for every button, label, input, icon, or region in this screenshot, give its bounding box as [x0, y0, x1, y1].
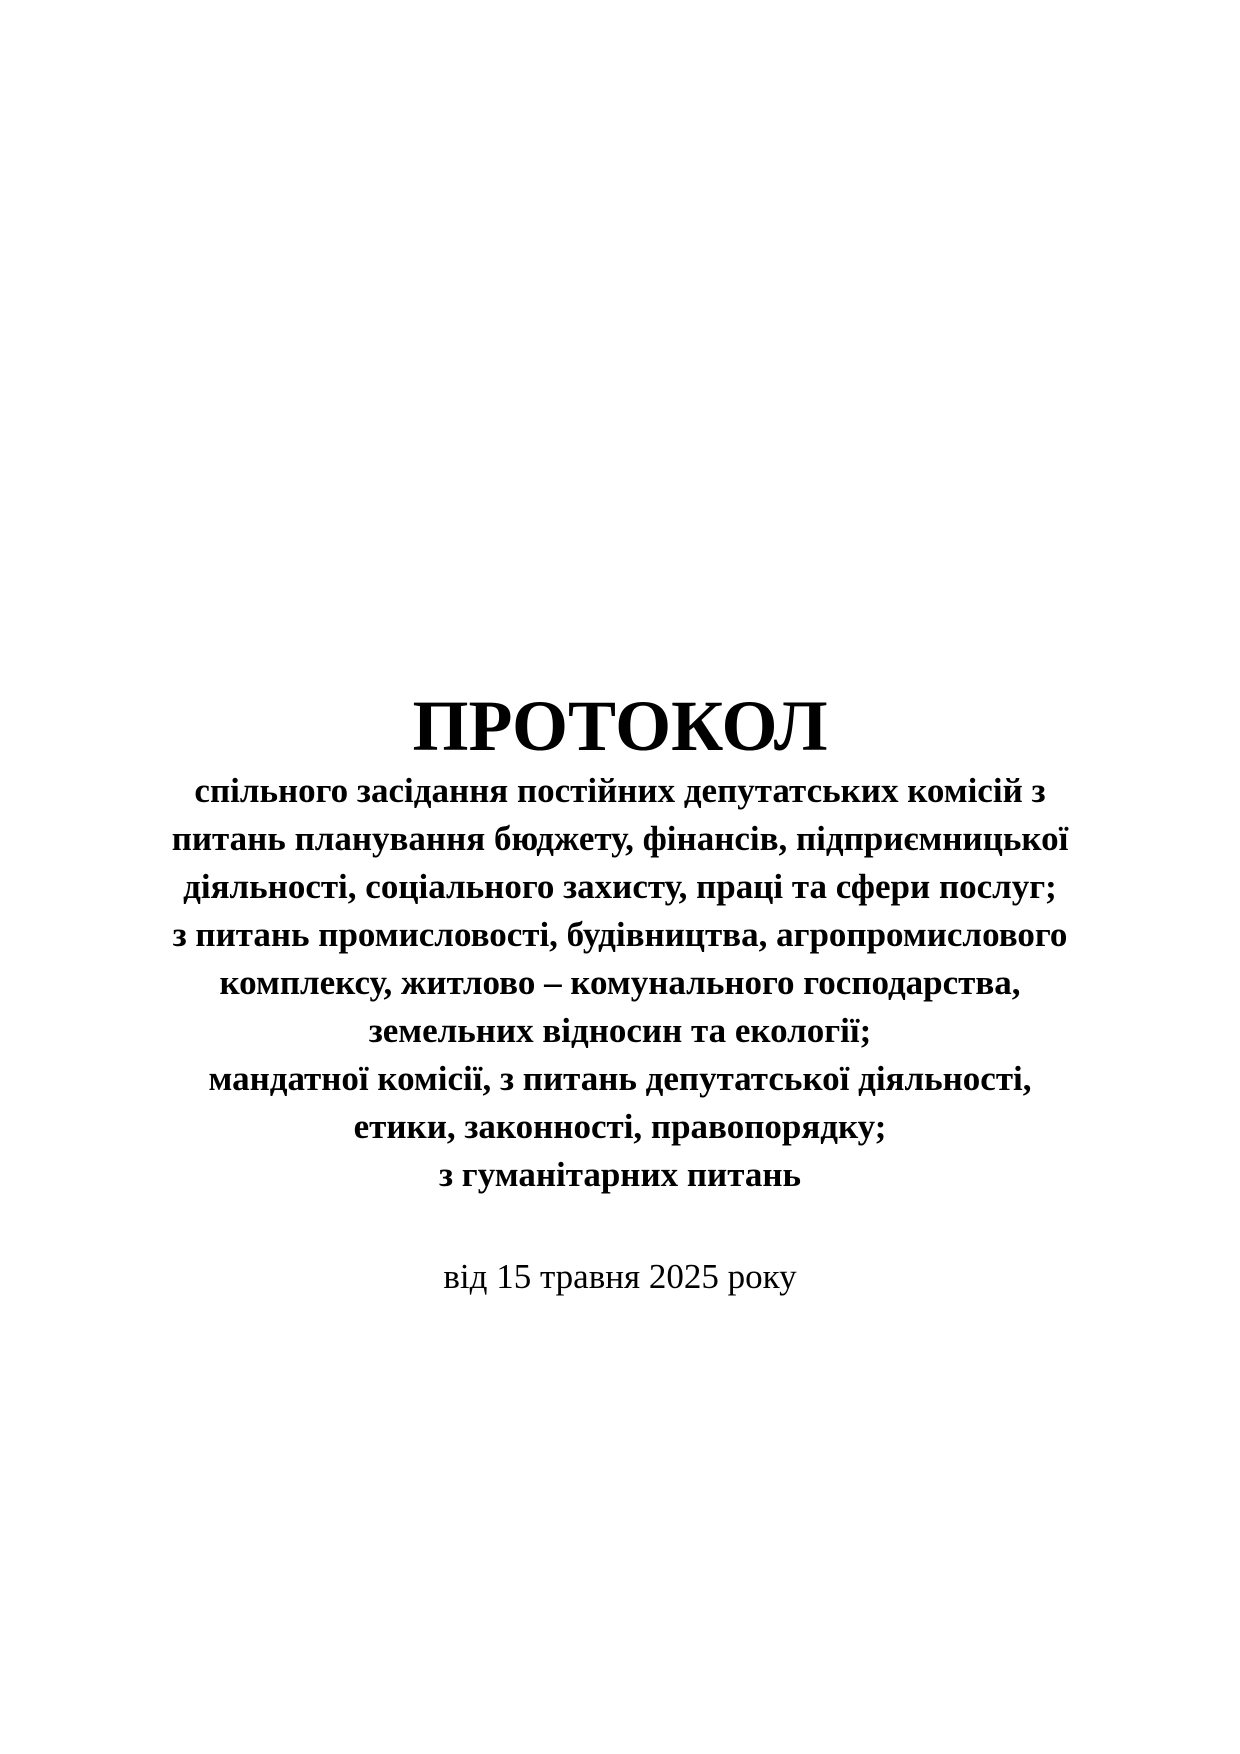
- subtitle-line: спільного засідання постійних депутатських комісій з: [194, 771, 1046, 810]
- subtitle-line: земельних відносин та екології;: [368, 1011, 872, 1050]
- title-block: [120, 685, 1120, 1199]
- document-subtitle: [120, 767, 1120, 1199]
- subtitle-line: комплексу, житлово – комунального господарства,: [219, 963, 1021, 1002]
- document-date: від 15 травня 2025 року: [443, 1257, 797, 1296]
- subtitle-line: діяльності, соціального захисту, праці та сфери послуг;: [183, 867, 1057, 906]
- subtitle-line: з питань промисловості, будівництва, агропромислового: [172, 915, 1068, 954]
- document-title: ПРОТОКОЛ: [412, 686, 828, 766]
- subtitle-line: мандатної комісії, з питань депутатської діяльності,: [208, 1059, 1032, 1098]
- subtitle-line: етики, законності, правопорядку;: [353, 1107, 887, 1146]
- subtitle-line: питань планування бюджету, фінансів, підприємницької: [171, 819, 1069, 858]
- subtitle-line: з гуманітарних питань: [438, 1155, 802, 1194]
